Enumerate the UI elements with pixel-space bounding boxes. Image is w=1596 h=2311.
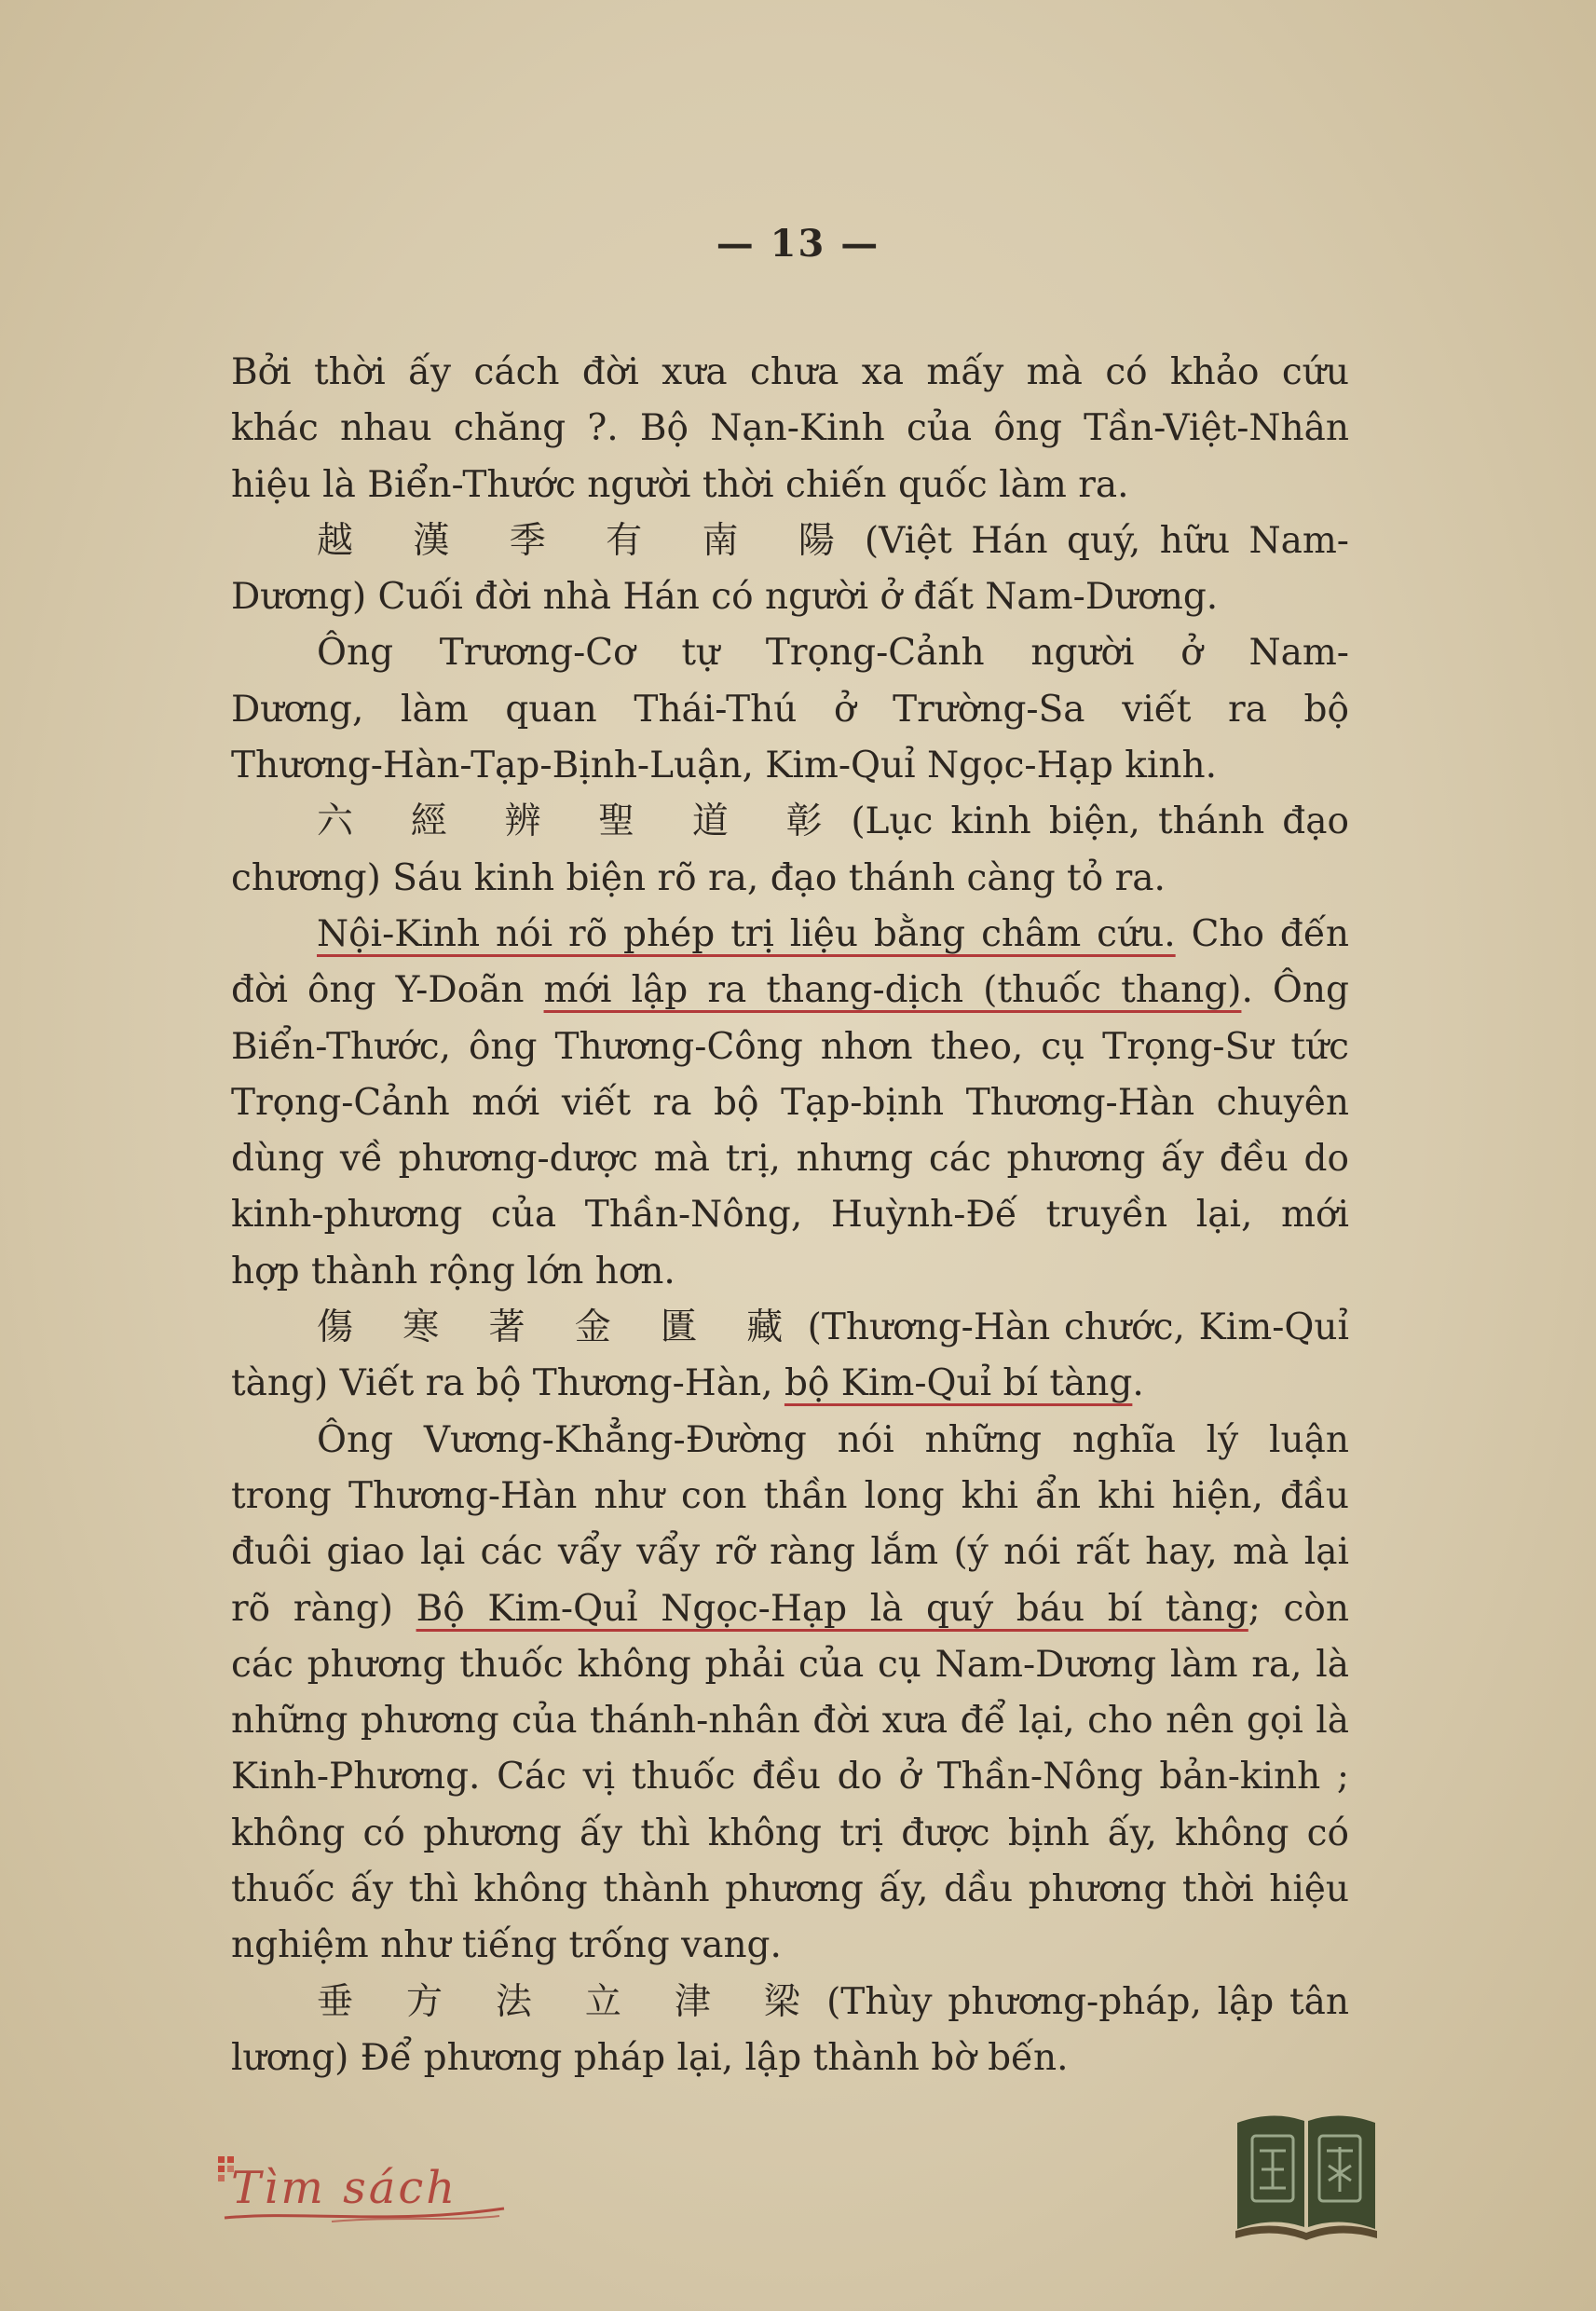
text-line: thuốc ấy thì không thành phương ấy, dầu phương thời hiệu xyxy=(231,1868,1349,1911)
page-number: — 13 — xyxy=(716,222,880,266)
text-line xyxy=(231,1975,1349,2031)
text-line xyxy=(231,513,1349,569)
text-segment: ; còn xyxy=(1248,1587,1349,1630)
han-characters: 垂 方 法 立 津 梁 xyxy=(317,1980,822,2023)
text-line: đuôi giao lại các vẩy vẩy rỡ ràng lắm (ý nói rất hay, mà lại xyxy=(231,1531,1349,1574)
text-line: các phương thuốc không phải của cụ Nam-Dương làm ra, là xyxy=(231,1643,1349,1686)
text-segment: (Thùy phương-pháp, lập tân xyxy=(826,1980,1349,2023)
text-line: hợp thành rộng lớn hơn. xyxy=(231,1250,675,1292)
text-segment: Cho đến xyxy=(1175,912,1350,955)
text-segment: (Việt Hán quý, hữu Nam- xyxy=(864,519,1349,562)
highlighted-text: Bộ Kim-Quỉ Ngọc-Hạp là quý báu bí tàng xyxy=(416,1587,1248,1630)
text-line: Dương, làm quan Thái-Thú ở Trường-Sa viết ra bộ xyxy=(231,688,1349,731)
text-segment: (Lục kinh biện, thánh đạo xyxy=(851,800,1349,843)
text-line: dùng về phương-dược mà trị, nhưng các phương ấy đều do xyxy=(231,1138,1349,1181)
text-segment: (Thương-Hàn chước, Kim-Quỉ xyxy=(807,1306,1349,1349)
text-line: chương) Sáu kinh biện rõ ra, đạo thánh càng tỏ ra. xyxy=(231,856,1166,899)
text-line: không có phương ấy thì không trị được bịnh ấy, không có xyxy=(231,1812,1349,1854)
text-segment: tàng) Viết ra bộ Thương-Hàn, xyxy=(231,1362,784,1405)
text-line: Ông Vương-Khẳng-Đường nói những nghĩa lý luận xyxy=(317,1418,1349,1461)
text-line: lương) Để phương pháp lại, lập thành bờ bến. xyxy=(231,2036,1069,2079)
text-line xyxy=(231,1300,1349,1356)
han-characters: 越 漢 季 有 南 陽 xyxy=(317,519,859,562)
text-line xyxy=(231,1356,1349,1412)
text-line: Bởi thời ấy cách đời xưa chưa xa mấy mà có khảo cứu xyxy=(231,351,1349,393)
text-line: Biển-Thước, ông Thương-Công nhơn theo, cụ Trọng-Sư tức xyxy=(231,1025,1349,1068)
text-line: Kinh-Phương. Các vị thuốc đều do ở Thần-Nông bản-kinh ; xyxy=(231,1756,1349,1798)
text-segment: rõ ràng) xyxy=(231,1587,416,1630)
text-line xyxy=(231,794,1349,850)
highlighted-text: Nội-Kinh nói rõ phép trị liệu bằng châm cứu. xyxy=(317,912,1176,955)
text-line: trong Thương-Hàn như con thần long khi ẩn khi hiện, đầu xyxy=(231,1474,1349,1517)
text-line: những phương của thánh-nhân đời xưa để lại, cho nên gọi là xyxy=(231,1700,1349,1743)
text-segment: . Ông xyxy=(1241,969,1349,1012)
text-line: Thương-Hàn-Tạp-Bịnh-Luận, Kim-Quỉ Ngọc-Hạp kinh. xyxy=(231,745,1217,787)
text-line: Trọng-Cảnh mới viết ra bộ Tạp-bịnh Thương-Hàn chuyên xyxy=(231,1081,1349,1124)
tim-sach-logo xyxy=(216,2153,514,2227)
han-characters: 傷 寒 著 金 匱 藏 xyxy=(317,1306,802,1349)
text-segment: . xyxy=(1132,1362,1144,1405)
text-segment: đời ông Y-Doãn xyxy=(231,969,544,1012)
text-line: kinh-phương của Thần-Nông, Huỳnh-Đế truyền lại, mới xyxy=(231,1194,1349,1237)
han-characters: 六 經 辨 聖 道 彰 xyxy=(317,800,846,843)
logo-swash-icon xyxy=(220,2201,509,2229)
text-line xyxy=(231,963,1349,1019)
text-line: khác nhau chăng ?. Bộ Nạn-Kinh của ông Tần-Việt-Nhân xyxy=(231,407,1349,450)
text-line: hiệu là Biển-Thước người thời chiến quốc làm ra. xyxy=(231,463,1129,506)
logo-text: Tìm sách xyxy=(231,2162,458,2214)
text-line: nghiệm như tiếng trống vang. xyxy=(231,1924,782,1967)
text-line: Ông Trương-Cơ tự Trọng-Cảnh người ở Nam- xyxy=(317,632,1349,675)
text-line xyxy=(231,907,1349,963)
text-line: Dương) Cuối đời nhà Hán có người ở đất Nam-Dương. xyxy=(231,576,1219,619)
highlighted-text: mới lập ra thang-dịch (thuốc thang) xyxy=(543,969,1242,1012)
highlighted-text: bộ Kim-Quỉ bí tàng xyxy=(784,1362,1133,1405)
document-body xyxy=(231,345,1349,2086)
text-line xyxy=(231,1581,1349,1637)
open-book-icon xyxy=(1232,2104,1381,2244)
